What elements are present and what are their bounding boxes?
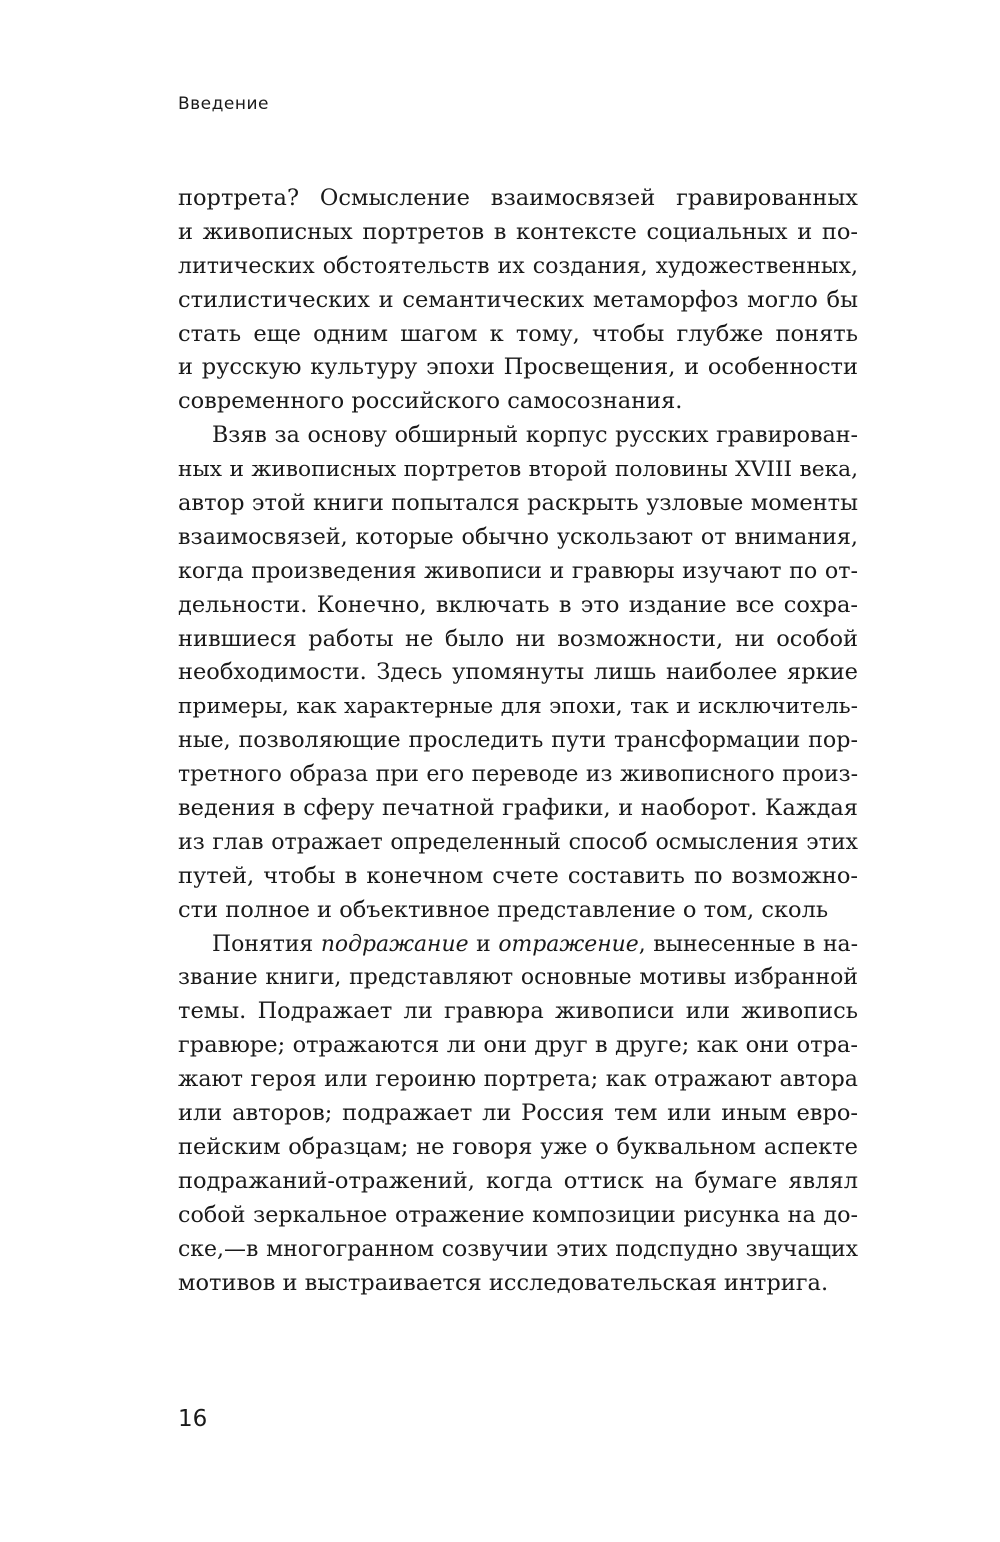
text-line: стилистических и семантических метаморфоз могло бы <box>178 286 858 313</box>
text-line: стать еще одним шагом к тому, чтобы глубже понять <box>178 320 858 347</box>
text-line-with-italics <box>178 928 858 962</box>
text-line: ные, позволяющие проследить пути трансформации пор- <box>178 727 858 754</box>
text-line: мотивов и выстраивается исследовательская интрига. <box>178 1269 829 1296</box>
text-line: когда произведения живописи и гравюры изучают по от- <box>178 557 858 584</box>
text-line: или авторов; подражает ли Россия тем или иным евро- <box>178 1100 858 1127</box>
text-line: ных и живописных портретов второй половины XVIII века, <box>178 457 858 483</box>
text-line: современного российского самосознания. <box>178 388 683 415</box>
text-line: сти полное и объективное представление о том, сколь <box>178 896 829 923</box>
text-line: необходимости. Здесь упомянуты лишь наиболее яркие <box>178 659 858 686</box>
text-fragment: , вынесенные в на- <box>638 931 859 957</box>
text-line: собой зеркальное отражение композиции рисунка на до- <box>178 1201 858 1228</box>
text-line: жают героя или героиню портрета; как отражают автора <box>178 1066 858 1093</box>
text-line: взаимосвязей, которые обычно ускользают от внимания, <box>178 523 858 550</box>
text-line: литических обстоятельств их создания, художественных, <box>178 252 858 279</box>
text-line: гравюре; отражаются ли они друг в друге; как они отра- <box>178 1032 858 1059</box>
text-line: примеры, как характерные для эпохи, так и исключитель- <box>178 694 858 720</box>
text-line: портрета? Осмысление взаимосвязей гравированных <box>178 185 858 211</box>
text-line: пейским образцам; не говоря уже о буквальном аспекте <box>178 1133 858 1160</box>
text-line: темы. Подражает ли гравюра живописи или живопись <box>178 998 858 1025</box>
text-line: звание книги, представляют основные мотивы избранной <box>178 965 858 991</box>
italic-term: отражение <box>498 931 639 957</box>
running-head: Введение <box>178 94 269 114</box>
text-line: Взяв за основу обширный корпус русских гравирован- <box>212 422 858 449</box>
text-line: путей, чтобы в конечном счете составить по возможно- <box>178 862 858 889</box>
text-line: ведения в сферу печатной графики, и наоборот. Каждая <box>178 795 858 822</box>
text-line: третного образа при его переводе из живописного произ- <box>178 762 858 788</box>
italic-term: подражание <box>320 931 469 957</box>
text-line: автор этой книги попытался раскрыть узловые моменты <box>178 490 858 517</box>
text-line: и русскую культуру эпохи Просвещения, и особенности <box>178 354 858 381</box>
body-text <box>178 182 858 1300</box>
page-number: 16 <box>178 1406 208 1432</box>
text-line: дельности. Конечно, включать в это издание все сохра- <box>178 591 858 618</box>
text-line: подражаний-отражений, когда оттиск на бумаге являл <box>178 1167 858 1194</box>
text-fragment: Понятия <box>212 931 321 957</box>
text-line: ске,—в многогранном созвучии этих подспудно звучащих <box>178 1236 858 1262</box>
text-fragment: и <box>468 931 499 957</box>
text-line: из глав отражает определенный способ осмысления этих <box>178 829 858 855</box>
text-line: и живописных портретов в контексте социальных и по- <box>178 218 858 245</box>
text-line: нившиеся работы не было ни возможности, ни особой <box>178 625 858 652</box>
